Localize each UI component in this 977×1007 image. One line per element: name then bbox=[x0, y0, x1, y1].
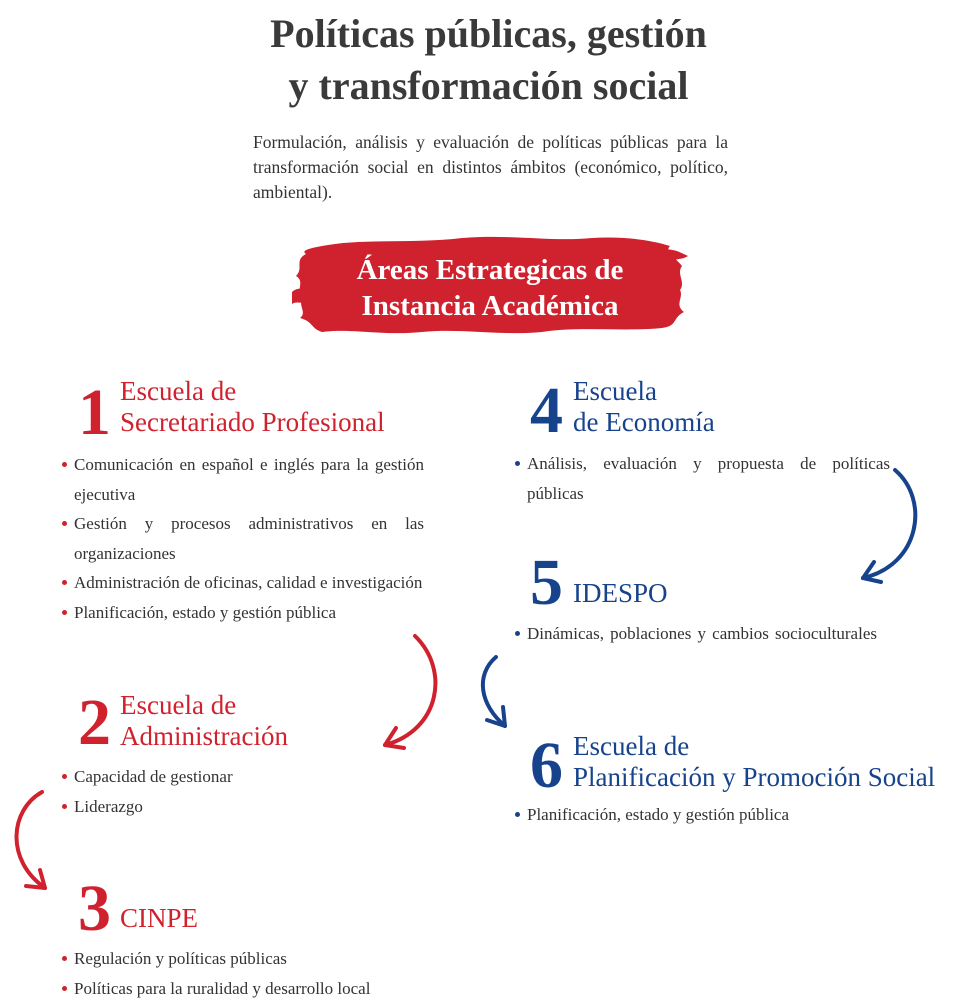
school-5-name: IDESPO bbox=[573, 578, 668, 608]
list-item: Administración de oficinas, calidad e investigación bbox=[62, 568, 424, 598]
title-line-2: y transformación social bbox=[288, 63, 689, 108]
school-4-name: Escuela de Economía bbox=[573, 376, 715, 437]
arrow-school-4-to-5 bbox=[863, 470, 915, 582]
school-1-name: Escuela de Secretariado Profesional bbox=[120, 376, 385, 437]
list-item: Regulación y políticas públicas bbox=[62, 944, 462, 974]
arrow-school-5-to-6 bbox=[483, 657, 505, 726]
banner-line-2: Instancia Académica bbox=[361, 290, 619, 322]
school-6-name: Escuela de Planificación y Promoción Social bbox=[573, 731, 936, 792]
list-item: Gestión y procesos administrativos en las organizaciones bbox=[62, 509, 424, 568]
list-item: Capacidad de gestionar bbox=[62, 762, 424, 792]
school-4-number: 4 bbox=[530, 374, 563, 447]
banner-line-1: Áreas Estrategicas de bbox=[356, 254, 624, 286]
list-item: Comunicación en español e inglés para la gestión ejecutiva bbox=[62, 450, 424, 509]
list-item: Análisis, evaluación y propuesta de políticas públicas bbox=[515, 449, 890, 508]
school-2-number: 2 bbox=[78, 686, 111, 759]
arrow-school-1-to-2 bbox=[385, 636, 435, 748]
school-3-name: CINPE bbox=[120, 903, 199, 933]
title-line-1: Políticas públicas, gestión bbox=[270, 11, 707, 56]
school-2-name: Escuela de Administración bbox=[120, 690, 288, 751]
list-item: Liderazgo bbox=[62, 792, 424, 822]
school-1-number: 1 bbox=[78, 376, 111, 449]
page-subtitle: Formulación, análisis y evaluación de políticas públicas para la transformación social en distintos ámbitos (económico, político, ambiental). bbox=[253, 132, 728, 202]
list-item: Planificación, estado y gestión pública bbox=[62, 598, 424, 628]
school-5-number: 5 bbox=[530, 546, 563, 619]
school-6-number: 6 bbox=[530, 729, 563, 802]
arrow-school-2-to-3 bbox=[16, 792, 45, 888]
list-item: Dinámicas, poblaciones y cambios socioculturales bbox=[515, 619, 877, 649]
school-3-number: 3 bbox=[78, 872, 111, 945]
list-item: Políticas para la ruralidad y desarrollo local bbox=[62, 974, 462, 1004]
list-item: Planificación, estado y gestión pública bbox=[515, 800, 895, 830]
